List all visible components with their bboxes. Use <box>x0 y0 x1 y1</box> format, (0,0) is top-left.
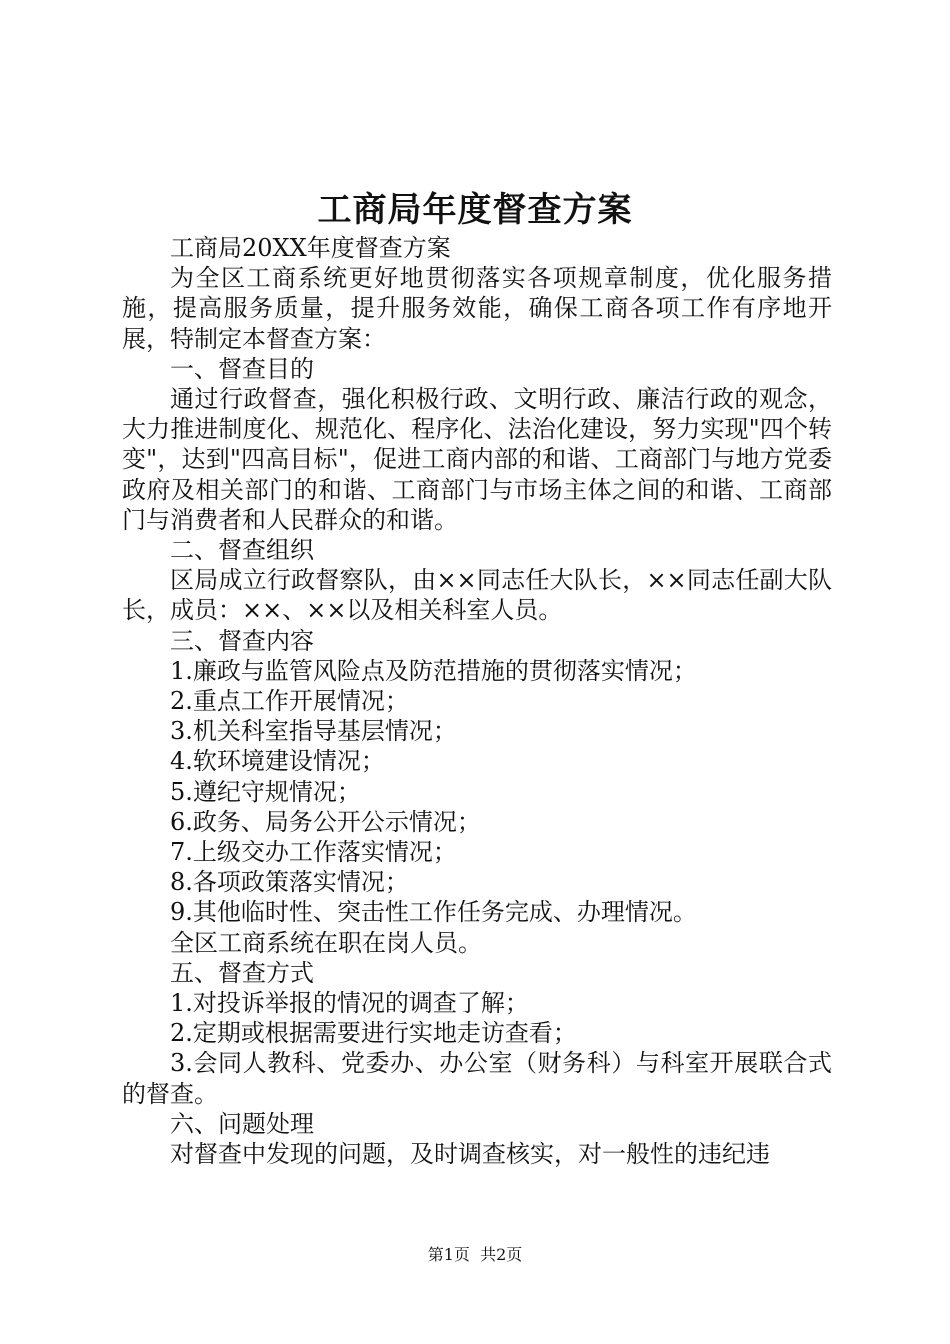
list-item: 5.遵纪守规情况； <box>170 777 361 806</box>
section-heading: 六、问题处理 <box>170 1109 314 1138</box>
list-item: 2.定期或根据需要进行实地走访查看； <box>170 1019 577 1048</box>
section-heading: 三、督查内容 <box>170 626 314 655</box>
list-item: 7.上级交办工作落实情况； <box>170 838 457 867</box>
page-title: 工商局年度督查方案 <box>317 190 633 230</box>
list-item: 4.软环境建设情况； <box>170 747 385 776</box>
document-body <box>122 233 832 1169</box>
list-item: 3.会同人教科、党委办、办公室（财务科）与科室开展联合式的督查。 <box>122 1049 832 1108</box>
page-footer <box>0 1243 950 1267</box>
paragraph: 区局成立行政督察队，由××同志任大队长，××同志任副大队长，成员：××、××以及相关科室人员。 <box>122 566 832 625</box>
paragraph: 通过行政督查，强化积极行政、文明行政、廉洁行政的观念，大力推进制度化、规范化、程序化、法治化建设，努力实现"四个转变"，达到"四高目标"，促进工商内部的和谐、工商部门与地方党委政府及相关部门的和谐、工商部门与市场主体之间的和谐、工商部门与消费者和人民群众的和谐。 <box>122 385 832 534</box>
page-number: 第1页 <box>427 1245 470 1264</box>
list-item: 3.机关科室指导基层情况； <box>170 717 457 746</box>
footer-spacer <box>470 1245 480 1264</box>
page-total: 共2页 <box>480 1245 523 1264</box>
paragraph: 为全区工商系统更好地贯彻落实各项规章制度，优化服务措施，提高服务质量，提升服务效能，确保工商各项工作有序地开展，特制定本督查方案： <box>122 264 832 353</box>
list-item: 2.重点工作开展情况； <box>170 687 409 716</box>
paragraph: 工商局20XX年度督查方案 <box>170 234 451 262</box>
list-item: 9.其他临时性、突击性工作任务完成、办理情况。 <box>170 898 697 927</box>
paragraph: 对督查中发现的问题，及时调查核实，对一般性的违纪违 <box>170 1140 770 1169</box>
list-item: 1.对投诉举报的情况的调查了解； <box>170 989 529 1018</box>
list-item: 1.廉政与监管风险点及防范措施的贯彻落实情况； <box>170 656 697 685</box>
section-heading: 二、督查组织 <box>170 536 314 565</box>
list-item: 6.政务、局务公开公示情况； <box>170 807 481 836</box>
section-heading: 五、督查方式 <box>170 958 314 987</box>
paragraph: 全区工商系统在职在岗人员。 <box>170 928 482 957</box>
section-heading: 一、督查目的 <box>170 354 314 383</box>
list-item: 8.各项政策落实情况； <box>170 868 409 897</box>
